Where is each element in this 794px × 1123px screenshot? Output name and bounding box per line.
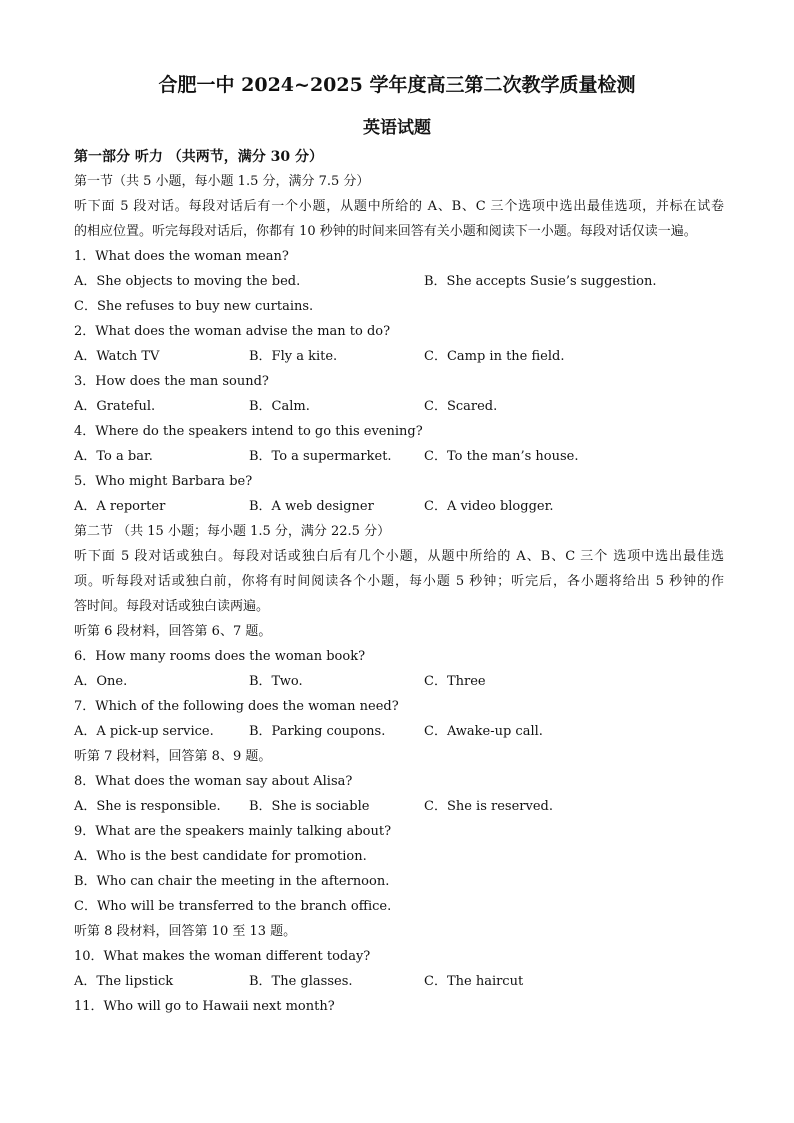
question-11: 11．Who will go to Hawaii next month?: [74, 999, 335, 1014]
question-7: 7．Which of the following does the woman need?: [74, 699, 399, 714]
q1-option-c: C．She refuses to buy new curtains.: [74, 299, 314, 314]
q4-option-a: A．To a bar.: [74, 449, 153, 464]
section2-instructions-line: 项。听每段对话或独白前，你将有时间阅读各个小题，每小题 5 秒钟；听完后，各小题将给出 5 秒钟的作: [74, 574, 724, 589]
question-1: 1．What does the woman mean?: [74, 249, 289, 264]
q6-option-b: B．Two.: [249, 674, 303, 689]
question-2: 2．What does the woman advise the man to do?: [74, 324, 391, 339]
question-6: 6．How many rooms does the woman book?: [74, 649, 366, 664]
q3-option-a: A．Grateful.: [74, 399, 156, 414]
part1-heading: 第一部分 听力 （共两节，满分 30 分）: [74, 149, 323, 165]
question-10: 10．What makes the woman different today?: [74, 949, 371, 964]
q3-option-c: C．Scared.: [424, 399, 498, 414]
q1-option-a: A．She objects to moving the bed.: [74, 274, 301, 289]
q8-option-a: A．She is responsible.: [74, 799, 221, 814]
q9-option-c: C．Who will be transferred to the branch office.: [74, 899, 392, 914]
material-6-note: 听第 6 段材料，回答第 6、7 题。: [74, 624, 272, 639]
q9-option-b: B．Who can chair the meeting in the afternoon.: [74, 874, 390, 889]
q7-option-b: B．Parking coupons.: [249, 724, 386, 739]
q6-option-c: C．Three: [424, 674, 486, 689]
q10-option-b: B．The glasses.: [249, 974, 353, 989]
q4-option-b: B．To a supermarket.: [249, 449, 392, 464]
q10-option-c: C．The haircut: [424, 974, 524, 989]
section1-instructions-line: 的相应位置。听完每段对话后，你都有 10 秒钟的时间来回答有关小题和阅读下一小题。每段对话仅读一遍。: [74, 224, 697, 239]
question-5: 5．Who might Barbara be?: [74, 474, 253, 489]
q3-option-b: B．Calm.: [249, 399, 310, 414]
section2-heading: 第二节 （共 15 小题；每小题 1.5 分，满分 22.5 分）: [74, 524, 391, 539]
q9-option-a: A．Who is the best candidate for promotion.: [74, 849, 367, 864]
material-7-note: 听第 7 段材料，回答第 8、9 题。: [74, 749, 272, 764]
q8-option-b: B．She is sociable: [249, 799, 370, 814]
q2-option-a: A．Watch TV: [74, 349, 160, 364]
section2-instructions-line: 答时间。每段对话或独白读两遍。: [74, 599, 270, 614]
q2-option-b: B．Fly a kite.: [249, 349, 338, 364]
q5-option-c: C．A video blogger.: [424, 499, 554, 514]
q5-option-b: B．A web designer: [249, 499, 374, 514]
material-8-note: 听第 8 段材料，回答第 10 至 13 题。: [74, 924, 297, 939]
question-9: 9．What are the speakers mainly talking about?: [74, 824, 392, 839]
q7-option-a: A．A pick-up service.: [74, 724, 214, 739]
q7-option-c: C．Awake-up call.: [424, 724, 543, 739]
question-3: 3．How does the man sound?: [74, 374, 269, 389]
q10-option-a: A．The lipstick: [74, 974, 174, 989]
q5-option-a: A．A reporter: [74, 499, 166, 514]
question-8: 8．What does the woman say about Alisa?: [74, 774, 353, 789]
q6-option-a: A．One.: [74, 674, 128, 689]
q4-option-c: C．To the man’s house.: [424, 449, 579, 464]
q1-option-b: B．She accepts Susie’s suggestion.: [424, 274, 657, 289]
page-subtitle: 英语试题: [363, 118, 431, 138]
section1-heading: 第一节（共 5 小题，每小题 1.5 分，满分 7.5 分）: [74, 174, 370, 189]
q8-option-c: C．She is reserved.: [424, 799, 553, 814]
q2-option-c: C．Camp in the field.: [424, 349, 565, 364]
section1-instructions-line: 听下面 5 段对话。每段对话后有一个小题，从题中所给的 A、B、C 三个选项中选出最佳选项，并标在试卷: [74, 199, 724, 214]
section2-instructions-line: 听下面 5 段对话或独白。每段对话或独白后有几个小题，从题中所给的 A、B、C 三个 选项中选出最佳选: [74, 549, 724, 564]
question-4: 4．Where do the speakers intend to go this evening?: [74, 424, 423, 439]
page-title: 合肥一中 2024~2025 学年度高三第二次教学质量检测: [158, 74, 636, 96]
